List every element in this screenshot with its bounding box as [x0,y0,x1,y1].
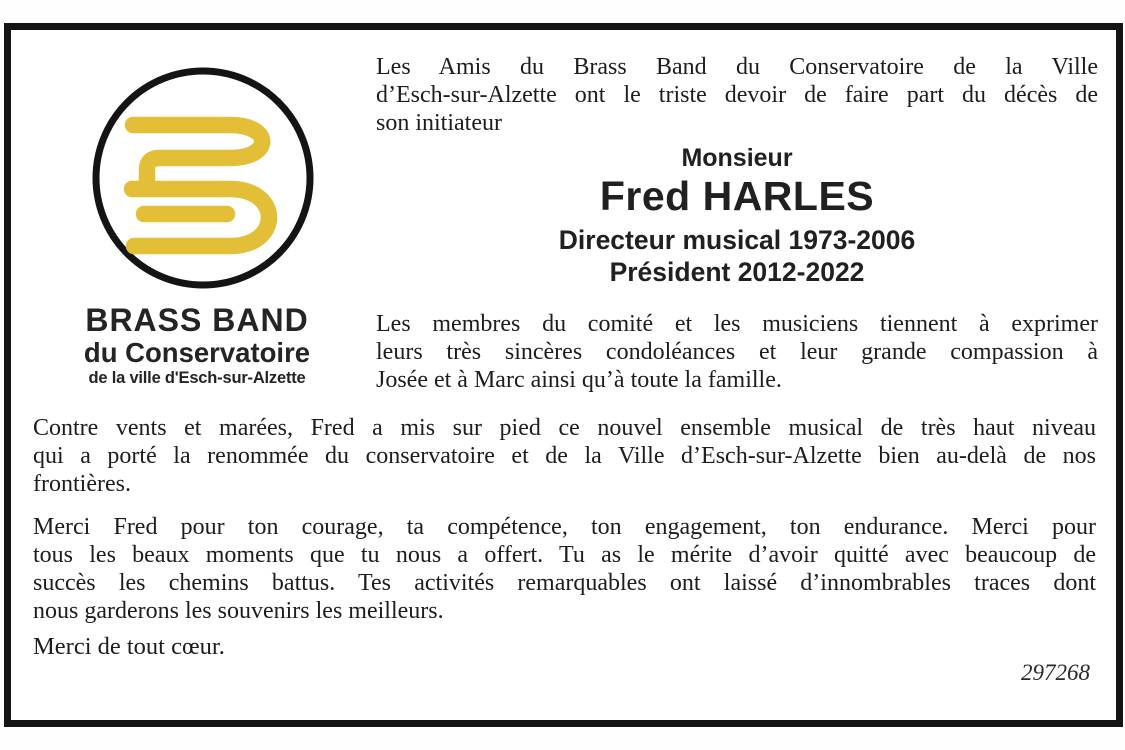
org-name: BRASS BAND [85,302,309,338]
intro-line: d’Esch-sur-Alzette ont le triste devoir de faire part du décès de [376,82,1098,108]
intro-line: son initiateur [376,110,502,136]
deceased-name: Fred HARLES [599,173,875,219]
logo-wordmark [77,303,317,388]
reference-number: 297268 [1021,660,1090,685]
condolences-line: leurs très sincères condoléances et leur grande compassion à [376,339,1098,365]
tribute1-line: Contre vents et marées, Fred a mis sur pied ce nouvel ensemble musical de très haut niveau [33,415,1096,441]
condolences-paragraph [376,310,1098,394]
condolences-line: Les membres du comité et les musiciens tiennent à exprimer [376,311,1098,337]
tribute-paragraph-1 [33,414,1096,498]
deceased-role-director: Directeur musical 1973-2006 [558,225,916,255]
brass-band-logo [85,60,321,296]
org-subname: du Conservatoire [83,337,311,368]
tribute2-line: succès les chemins battus. Tes activités remarquables ont laissé d’innombrables traces dont [33,570,1096,596]
tribute2-line: Merci Fred pour ton courage, ta compétence, ton engagement, ton endurance. Merci pour [33,514,1096,540]
deceased-role-president: Président 2012-2022 [609,257,865,287]
tribute2-line: nous garderons les souvenirs les meilleurs. [33,598,444,624]
intro-line: Les Amis du Brass Band du Conservatoire de la Ville [376,54,1098,80]
salutation: Monsieur [681,144,793,172]
org-city: de la ville d'Esch-sur-Alzette [88,369,306,387]
tribute1-line: frontières. [33,471,131,497]
condolences-line: Josée et à Marc ainsi qu’à toute la famille. [376,367,782,393]
tribute-paragraph-2 [33,513,1096,625]
intro-paragraph [376,53,1098,137]
closing-line: Merci de tout cœur. [33,633,225,660]
tribute2-line: tous les beaux moments que tu nous a offert. Tu as le mérite d’avoir quitté avec beaucoup de [33,542,1096,568]
tribute1-line: qui a porté la renommée du conservatoire et de la Ville d’Esch-sur-Alzette bien au-delà de nos [33,443,1096,469]
